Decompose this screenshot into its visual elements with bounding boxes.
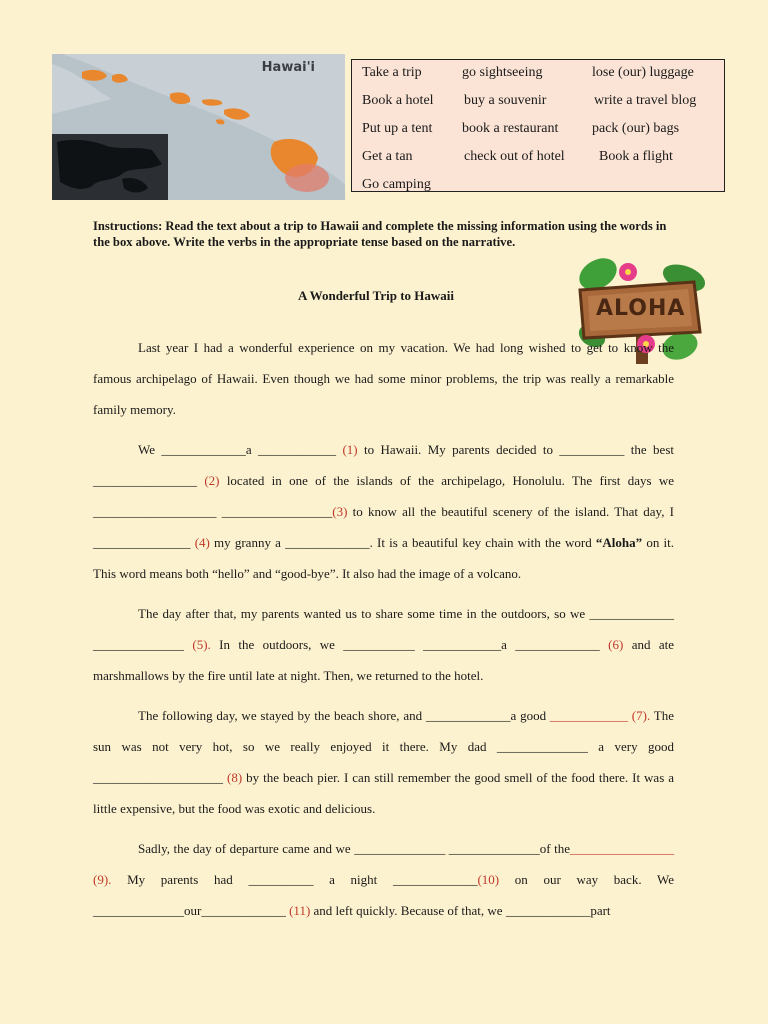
question-number: (10) bbox=[477, 872, 500, 887]
paragraph-1: Last year I had a wonderful experience on my vacation. We had long wished to get to know the famous archipelago of Hawaii. Even though we had some minor problems, the trip was really a remarkable family memory. bbox=[93, 340, 674, 417]
question-number: (11) bbox=[289, 903, 311, 918]
answer-blank: ____________ bbox=[549, 708, 628, 723]
paragraph-4 bbox=[93, 700, 674, 824]
paragraph-text: In the outdoors, we ___________ ____________a _____________ bbox=[210, 637, 609, 652]
question-number: (7). bbox=[631, 708, 651, 723]
paragraph-text: and ate marshmallows by the fire until late at night. Then, we returned to the hotel. bbox=[93, 637, 675, 683]
question-number: (6) bbox=[608, 637, 624, 652]
paragraph-5 bbox=[93, 833, 674, 926]
hawaii-map-image bbox=[52, 54, 345, 200]
aloha-word: “Aloha” bbox=[595, 535, 643, 550]
word-bank-item: Take a trip bbox=[362, 65, 422, 80]
word-bank-item: Get a tan bbox=[362, 149, 413, 164]
question-number: (9). bbox=[93, 872, 112, 887]
story-title: A Wonderful Trip to Hawaii bbox=[298, 288, 455, 303]
word-bank-item: book a restaurant bbox=[462, 121, 559, 136]
word-bank-item: pack (our) bags bbox=[592, 121, 680, 136]
word-bank-box bbox=[351, 59, 725, 192]
paragraph-text: The following day, we stayed by the beach shore, and _____________a good bbox=[138, 708, 550, 723]
question-number: (4) bbox=[194, 535, 210, 550]
paragraph-text: My parents had __________ a night _____________ bbox=[111, 872, 478, 887]
word-bank-item: write a travel blog bbox=[594, 93, 697, 108]
question-number: (8) bbox=[226, 770, 243, 785]
instructions: Instructions: Read the text about a trip to Hawaii and complete the missing information using the words in the box above. Write the verbs in the appropriate tense based on the narrative. bbox=[93, 219, 667, 249]
paragraph-text: The sun was not very hot, so we really enjoyed it there. My dad ______________ a very good ____________________ bbox=[93, 708, 675, 785]
question-number: (1) bbox=[342, 442, 358, 457]
word-bank-item: check out of hotel bbox=[464, 149, 565, 164]
map-graphic bbox=[52, 54, 345, 200]
paragraph-2 bbox=[93, 434, 674, 589]
paragraph-text: by the beach pier. I can still remember the good smell of the food there. It was a little expensive, but the food was exotic and delicious. bbox=[93, 770, 675, 816]
map-title: Hawai'i bbox=[261, 60, 315, 75]
word-bank-item: lose (our) luggage bbox=[592, 65, 694, 80]
word-bank-item: Book a flight bbox=[599, 149, 673, 164]
paragraph-text: my granny a _____________. It is a beautiful key chain with the word bbox=[209, 535, 596, 550]
word-bank-item: buy a souvenir bbox=[464, 93, 547, 108]
question-number: (2) bbox=[204, 473, 220, 488]
word-bank-item: go sightseeing bbox=[462, 65, 543, 80]
paragraph-text: and left quickly. Because of that, we _____________part bbox=[310, 903, 611, 918]
answer-blank: ________________ bbox=[570, 841, 674, 856]
word-bank-item: Book a hotel bbox=[362, 93, 434, 108]
word-bank-item: Go camping bbox=[362, 177, 431, 192]
paragraph-text: The day after that, my parents wanted us to share some time in the outdoors, so we _____________ ______________ bbox=[93, 606, 674, 652]
paragraph-text: to know all the beautiful scenery of the island. That day, I _______________ bbox=[93, 504, 675, 550]
aloha-sign-text: ALOHA bbox=[596, 296, 686, 321]
paragraph-text: on our way back. We ______________our_____________ bbox=[93, 872, 674, 918]
paragraph-text: We _____________a ____________ bbox=[138, 442, 343, 457]
paragraph-text: located in one of the islands of the archipelago, Honolulu. The first days we ___________________ _________________ bbox=[93, 473, 675, 519]
paragraph-text: Sadly, the day of departure came and we ______________ ______________of the bbox=[138, 841, 570, 856]
question-number: (3) bbox=[332, 504, 348, 519]
paragraph-text: to Hawaii. My parents decided to __________ the best ________________ bbox=[93, 442, 674, 488]
paragraph-text: on it. This word means both “hello” and “good-bye”. It also had the image of a volcano. bbox=[93, 535, 675, 581]
paragraph-3 bbox=[93, 598, 674, 691]
question-number: (5). bbox=[192, 637, 211, 652]
word-bank-item: Put up a tent bbox=[362, 121, 433, 136]
